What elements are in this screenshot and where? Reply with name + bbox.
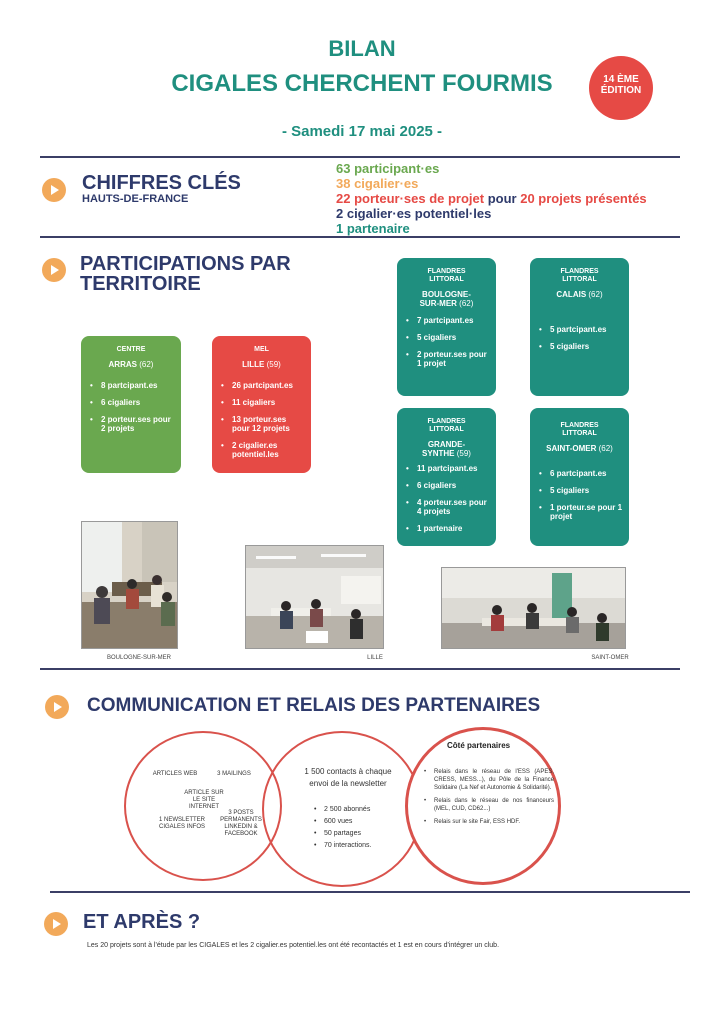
list-item: • 11 partcipant.es: [417, 464, 490, 473]
mailings-label: 3 MAILINGS: [217, 771, 251, 777]
card-department: (62): [459, 299, 474, 308]
photo-lille-image: [246, 546, 384, 649]
list-item: • 2 cigalier.es potentiel.les: [232, 441, 305, 459]
list-item: • 7 partcipant.es: [417, 316, 490, 325]
territories-heading-line2: TERRITOIRE: [80, 273, 201, 295]
edition-label: ÉDITION: [600, 85, 642, 96]
newsletter-label: 1 NEWSLETTER CIGALES INFOS: [158, 817, 205, 830]
card-city: [397, 440, 496, 458]
key-figures-heading: CHIFFRES CLÉS: [82, 172, 241, 194]
divider: [50, 891, 690, 893]
card-city: [212, 360, 311, 369]
next-text: Les 20 projets sont à l'étude par les CIGALES et les 2 cigalier.es potentiel.les ont été recontactés et 1 est en cours d'intégrer un club.: [87, 942, 500, 949]
card-city-name: LILLE: [242, 360, 265, 369]
newsletter-stats: [314, 806, 404, 854]
divider: [40, 668, 680, 670]
photo-lille: [245, 545, 384, 649]
potential-cigaliers-figure: 2 cigalier·es potentiel·les: [336, 206, 492, 221]
territory-card-arras: [81, 336, 181, 473]
list-item: • 600 vues: [314, 818, 404, 825]
card-list: [397, 464, 496, 533]
list-item: • 2 porteur.ses pour 2 projets: [101, 415, 175, 433]
list-item: • 5 cigaliers: [417, 333, 490, 342]
card-region: FLANDRES LITTORAL: [560, 422, 599, 437]
edition-number: 14 ÈME: [603, 74, 639, 85]
photo-boulogne: [81, 521, 178, 649]
list-item: • 13 porteur.ses pour 12 projets: [232, 415, 305, 433]
participants-figure: 63 participant·es: [336, 161, 440, 176]
card-city: [530, 290, 629, 299]
card-region: CENTRE: [116, 346, 146, 353]
list-item: • 6 cigaliers: [101, 398, 175, 407]
project-holders-figure: [336, 191, 676, 206]
card-city-name: SAINT-OMER: [546, 444, 597, 453]
key-figures-subheading: HAUTS-DE-FRANCE: [82, 193, 189, 205]
partners-list: [424, 768, 554, 831]
photo-boulogne-image: [82, 522, 178, 649]
list-item: • 26 partcipant.es: [232, 381, 305, 390]
play-icon: [45, 695, 69, 719]
report-title: BILAN: [328, 36, 396, 61]
event-title: CIGALES CHERCHENT FOURMIS: [171, 70, 553, 97]
list-item: • Relais sur le site Fair, ESS HDF.: [424, 818, 554, 826]
play-icon: [42, 258, 66, 282]
list-item: • Relais dans le réseau de nos financeurs (MEL, CUD, CD62...): [424, 797, 554, 813]
card-department: (62): [139, 360, 154, 369]
list-item: • 6 partcipant.es: [550, 469, 623, 478]
card-list: [530, 325, 629, 351]
card-region: FLANDRES LITTORAL: [427, 418, 466, 433]
card-city-name: BOULOGNE-SUR-MER: [419, 290, 471, 308]
project-holders-connector: pour: [484, 191, 521, 206]
card-region: MEL: [254, 346, 269, 353]
territories-heading: [80, 254, 291, 294]
play-icon: [44, 912, 68, 936]
partner-figure: 1 partenaire: [336, 221, 410, 236]
newsletter-contacts: 1 500 contacts à chaque envoi de la newsletter: [304, 767, 392, 788]
list-item: • 5 cigaliers: [550, 486, 623, 495]
divider: [40, 236, 680, 238]
card-city-name: ARRAS: [108, 360, 137, 369]
cigaliers-figure: 38 cigalier·es: [336, 176, 419, 191]
list-item: • 4 porteur.ses pour 4 projets: [417, 498, 490, 516]
photo-caption: LILLE: [367, 655, 383, 661]
list-item: • 11 cigaliers: [232, 398, 305, 407]
territory-card-calais: [530, 258, 629, 396]
list-item: • 70 interactions.: [314, 842, 404, 849]
next-heading: ET APRÈS ?: [83, 911, 201, 933]
articles-web-label: ARTICLES WEB: [152, 771, 198, 777]
list-item: • 5 partcipant.es: [550, 325, 623, 334]
list-item: • 1 partenaire: [417, 524, 490, 533]
card-department: (62): [588, 290, 603, 299]
card-list: [530, 469, 629, 521]
event-date: - Samedi 17 mai 2025 -: [281, 123, 443, 140]
list-item: • 50 partages: [314, 830, 404, 837]
edition-badge: [589, 56, 653, 120]
card-list: [212, 381, 311, 459]
divider: [40, 156, 680, 158]
list-item: • 8 partcipant.es: [101, 381, 175, 390]
territories-heading-line1: PARTICIPATIONS PAR: [80, 253, 291, 275]
list-item: • 2 porteur.ses pour 1 projet: [417, 350, 490, 368]
card-region: FLANDRES LITTORAL: [560, 268, 599, 283]
list-item: • Relais dans le réseau de l'ESS (APES, CRESS, MESS...), du Pôle de la Finance Solidaire (La Nef et Autonomie & Solidarité).: [424, 768, 554, 792]
key-figures-list: [336, 161, 676, 236]
card-list: [81, 381, 181, 433]
play-icon: [42, 178, 66, 202]
card-department: (59): [456, 449, 471, 458]
posts-label: 3 POSTS PERMANENTS LINKEDIN & FACEBOOK: [220, 810, 262, 837]
territory-card-boulogne: [397, 258, 496, 396]
card-region: FLANDRES LITTORAL: [427, 268, 466, 283]
card-department: (62): [598, 444, 613, 453]
photo-caption: SAINT-OMER: [591, 655, 629, 661]
card-city: [81, 360, 181, 369]
territory-card-grande-synthe: [397, 408, 496, 546]
territory-card-lille: [212, 336, 311, 473]
card-city: [397, 290, 496, 308]
list-item: • 1 porteur.se pour 1 projet: [550, 503, 623, 521]
territory-card-saint-omer: [530, 408, 629, 546]
card-city-name: CALAIS: [556, 290, 587, 299]
communication-heading: COMMUNICATION ET RELAIS DES PARTENAIRES: [87, 695, 541, 716]
card-city-name: GRANDE-SYNTHE: [422, 440, 466, 458]
list-item: • 2 500 abonnés: [314, 806, 404, 813]
project-holders-count: 22 porteur·ses de projet: [336, 191, 485, 206]
card-list: [397, 316, 496, 368]
photo-caption: BOULOGNE-SUR-MER: [106, 655, 171, 661]
projects-presented-count: 20 projets présentés: [520, 191, 647, 206]
photo-saint-omer: [441, 567, 626, 649]
article-site-label: ARTICLE SUR LE SITE INTERNET: [184, 790, 224, 810]
list-item: • 5 cigaliers: [550, 342, 623, 351]
list-item: • 6 cigaliers: [417, 481, 490, 490]
card-city: [530, 444, 629, 453]
partners-title: Côté partenaires: [447, 741, 511, 750]
photo-saint-omer-image: [442, 568, 626, 649]
card-department: (59): [266, 360, 281, 369]
